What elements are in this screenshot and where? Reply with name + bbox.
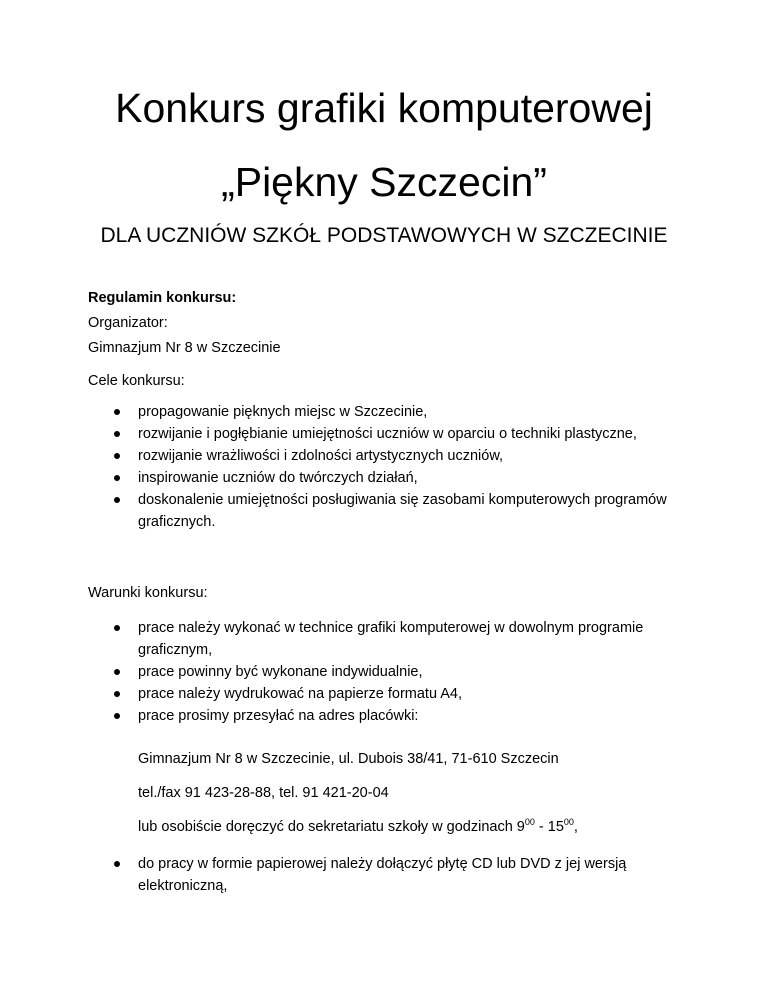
list-item: doskonalenie umiejętności posługiwania się zasobami komputerowych programów graficznych. <box>110 489 670 533</box>
bullet-icon <box>114 691 120 697</box>
list-item: prace należy wydrukować na papierze formatu A4, <box>110 683 670 705</box>
conditions-label: Warunki konkursu: <box>88 585 208 601</box>
bullet-icon <box>114 453 120 459</box>
goals-list <box>110 401 670 533</box>
contest-name: „Piękny Szczecin” <box>221 159 547 205</box>
regulations-heading: Regulamin konkursu: <box>88 290 237 306</box>
bullet-icon <box>114 431 120 437</box>
bullet-icon <box>114 669 120 675</box>
phone-line: tel./fax 91 423-28-88, tel. 91 421-20-04 <box>138 785 389 801</box>
bullet-icon <box>114 409 120 415</box>
list-item: rozwijanie wrażliwości i zdolności artystycznych uczniów, <box>110 445 670 467</box>
list-item: prace prosimy przesyłać na adres placówki: <box>110 705 670 727</box>
document-title: Konkurs grafiki komputerowej <box>115 85 653 131</box>
organizer-name: Gimnazjum Nr 8 w Szczecinie <box>88 340 281 356</box>
bullet-icon <box>114 861 120 867</box>
list-item: propagowanie pięknych miejsc w Szczecinie, <box>110 401 670 423</box>
audience-heading: DLA UCZNIÓW SZKÓŁ PODSTAWOWYCH W SZCZECINIE <box>100 224 668 247</box>
list-item: inspirowanie uczniów do twórczych działań, <box>110 467 670 489</box>
list-item: rozwijanie i pogłębianie umiejętności uczniów w oparciu o techniki plastyczne, <box>110 423 670 445</box>
list-item: do pracy w formie papierowej należy dołączyć płytę CD lub DVD z jej wersją elektroniczną, <box>110 853 670 897</box>
conditions-list <box>110 617 670 727</box>
address-line: Gimnazjum Nr 8 w Szczecinie, ul. Dubois 38/41, 71-610 Szczecin <box>138 751 559 767</box>
goals-label: Cele konkursu: <box>88 373 185 389</box>
bullet-icon <box>114 475 120 481</box>
list-item: prace powinny być wykonane indywidualnie, <box>110 661 670 683</box>
bullet-icon <box>114 625 120 631</box>
final-conditions-list <box>110 853 670 897</box>
list-item: prace należy wykonać w technice grafiki komputerowej w dowolnym programie graficznym, <box>110 617 670 661</box>
organizer-label: Organizator: <box>88 315 168 331</box>
bullet-icon <box>114 713 120 719</box>
bullet-icon <box>114 497 120 503</box>
delivery-line: lub osobiście doręczyć do sekretariatu szkoły w godzinach $9^{00} - 15^{00}$, <box>138 817 578 835</box>
